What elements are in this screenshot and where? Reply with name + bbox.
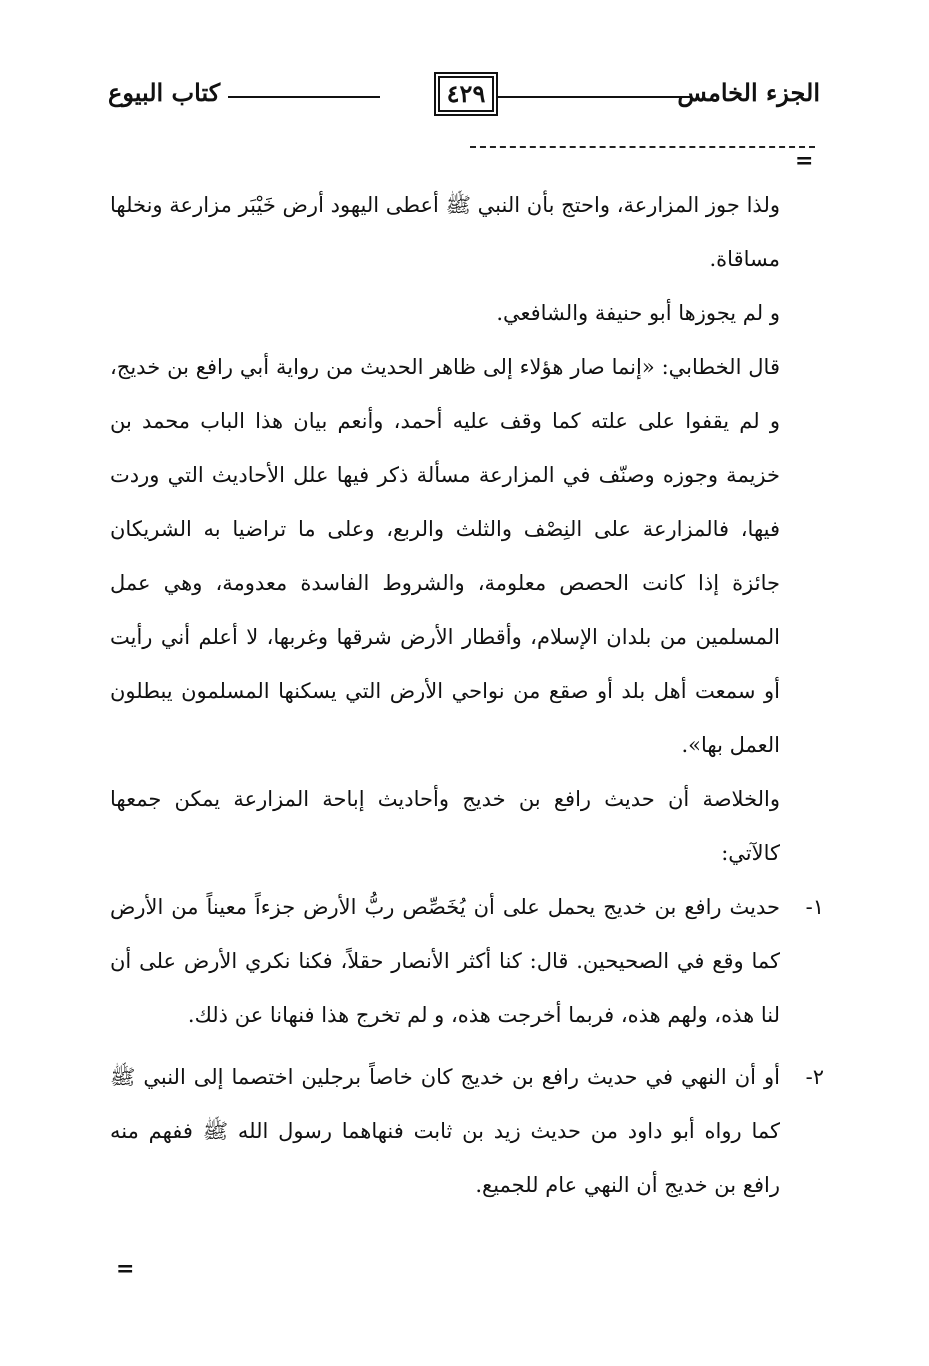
paragraph-khattabi-quote: قال الخطابي: «إنما صار هؤلاء إلى ظاهر الحديث من رواية أبي رافع بن خديج، و لم يقفوا على علته كما وقف عليه أحمد، وأنعم بيان هذا الباب محمد بن خزيمة وجوزه وصنّف في المزارعة مسألة ذكر فيها علل الأحاديث التي وردت فيها، فالمزارعة على النِصْف والثلث والربع، وعلى ما تراضيا به الشريكان جائزة إذا كانت الحصص معلومة، والشروط الفاسدة معدومة، وهي عمل المسلمين من بلدان الإسلام، وأقطار الأرض شرقها وغربها، لا أعلم أني رأيت أو سمعت أهل بلد أو صقع من نواحي الأرض التي يسكنها المسلمون يبطلون العمل بها». bbox=[110, 355, 780, 757]
list-number-1: ١- bbox=[805, 895, 824, 919]
page-body bbox=[110, 178, 824, 1212]
paragraph-summary: والخلاصة أن حديث رافع بن خديج وأحاديث إباحة المزارعة يمكن جمعها كالآتي: bbox=[110, 787, 780, 865]
header-rule-left bbox=[228, 96, 380, 98]
paragraph-2: و لم يجوزها أبو حنيفة والشافعي. bbox=[496, 301, 780, 325]
paragraph-1: ولذا جوز المزارعة، واحتج بأن النبي ﷺ أعطى اليهود أرض خَيْبَر مزارعة ونخلها مساقاة. bbox=[110, 193, 780, 271]
double-line-mark-bottom: = bbox=[116, 1256, 135, 1282]
header-rule-right bbox=[496, 96, 692, 98]
dashed-separator bbox=[470, 146, 815, 148]
list-text-1: حديث رافع بن خديج يحمل على أن يُخَصِّص ربُّ الأرض جزءاً معيناً من الأرض كما وقع في الصحيحين. قال: كنا أكثر الأنصار حقلاً، فكنا نكري الأرض على أن لنا هذه، ولهم هذه، فربما أخرجت هذه، و لم تخرج هذا فنهانا عن ذلك. bbox=[110, 895, 780, 1027]
list-number-2: ٢- bbox=[805, 1065, 824, 1089]
list-item-1 bbox=[110, 880, 824, 1042]
list-item-2 bbox=[110, 1050, 824, 1212]
volume-label: الجزء الخامس bbox=[677, 78, 820, 107]
book-title: كتاب البيوع bbox=[108, 78, 221, 107]
page-header bbox=[108, 72, 820, 120]
page-number: ٤٢٩ bbox=[434, 72, 498, 116]
double-line-mark-top: = bbox=[795, 148, 814, 174]
list-text-2: أو أن النهي في حديث رافع بن خديج كان خاصاً برجلين اختصما إلى النبي ﷺ كما رواه أبو داود من حديث زيد بن ثابت فنهاهما رسول الله ﷺ ففهم منه رافع بن خديج أن النهي عام للجميع. bbox=[110, 1065, 780, 1197]
